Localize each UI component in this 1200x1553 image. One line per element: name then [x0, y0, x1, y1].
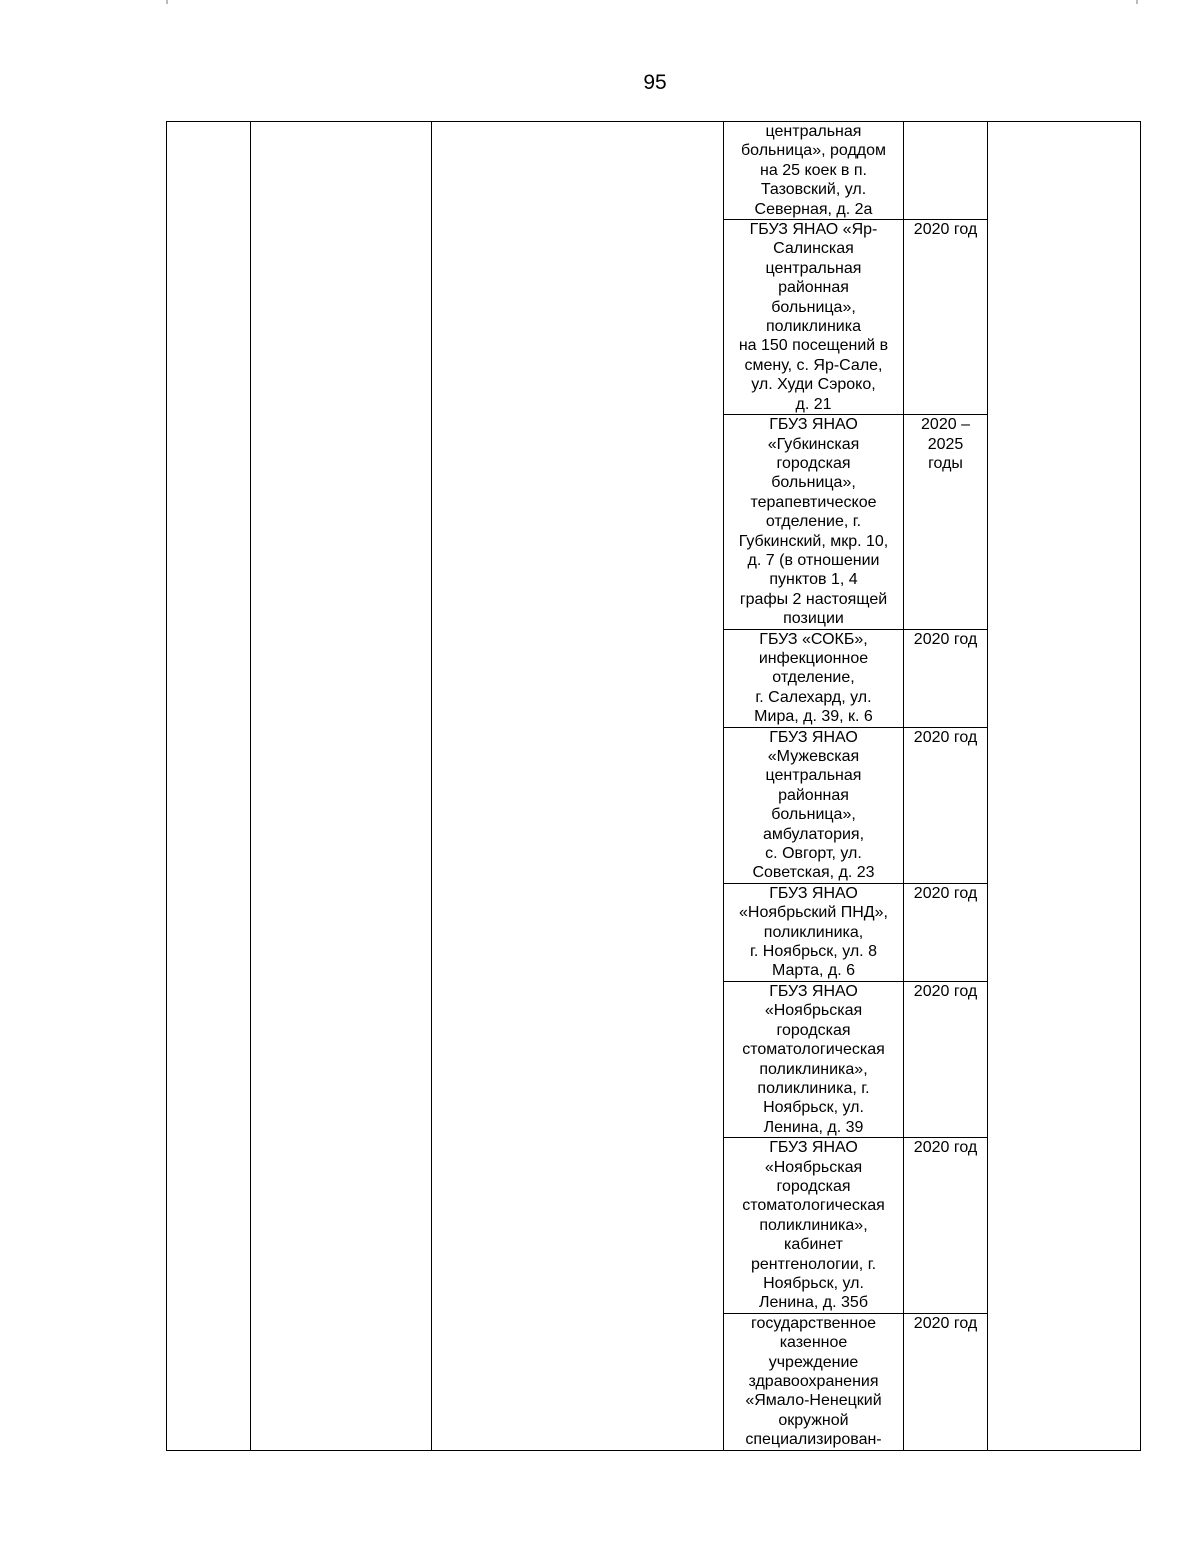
facility-cell [724, 415, 904, 629]
facility-text-line: Салинская [773, 240, 854, 258]
facility-text-line: Тазовский, ул. [760, 181, 867, 199]
facility-cell [724, 220, 904, 415]
period-cell [904, 415, 988, 629]
facility-text-line: рентгенологии, г. [750, 1255, 877, 1273]
facility-text-line: стоматологическая [742, 1197, 885, 1215]
facility-cell [724, 1313, 904, 1450]
facility-text-line: стоматологическая [742, 1041, 885, 1059]
period-cell [904, 727, 988, 883]
facility-text-line: ГБУЗ ЯНАО [769, 982, 858, 1000]
facility-text-line: специализирован- [745, 1431, 882, 1449]
period-text-line: 2020 год [913, 630, 978, 648]
table-body [167, 122, 1141, 1451]
facility-text-line: городская [776, 1177, 851, 1195]
period-text-line: 2020 год [913, 1139, 978, 1157]
facility-text-line: ГБУЗ ЯНАО «Яр- [749, 221, 878, 239]
facility-text-line: д. 21 [795, 395, 832, 413]
facility-text-line: учреждение [768, 1353, 859, 1371]
facility-text-line: графы 2 настоящей [739, 590, 888, 608]
facility-text-line: поликлиника, г. [757, 1079, 870, 1097]
facility-text-line: д. 7 (в отношении [747, 551, 880, 569]
facility-text-line: городская [776, 454, 851, 472]
period-cell [904, 1313, 988, 1450]
facility-cell [724, 1138, 904, 1314]
facility-cell [724, 122, 904, 220]
facility-text-line: здравоохранения [748, 1373, 879, 1390]
facility-text-line: ул. Худи Сэроко, [751, 376, 876, 394]
facility-text-line: ГБУЗ ЯНАО [769, 728, 858, 746]
facility-text-line: на 150 посещений в [738, 337, 889, 355]
facility-text-line: поликлиника», [759, 1060, 868, 1078]
facility-text-line: городская [776, 1021, 851, 1039]
period-text-line: 2020 год [913, 982, 978, 1000]
facility-text-line: Губкинский, мкр. 10, [738, 532, 889, 550]
page-number: 95 [643, 71, 667, 94]
facility-text-line: на 25 коек в п. [760, 161, 867, 179]
facility-text-line: пунктов 1, 4 [769, 571, 858, 589]
period-text-line: 2025 [927, 435, 964, 453]
facility-text-line: больница», [771, 474, 856, 492]
period-cell [904, 629, 988, 727]
period-text-line: 2020 год [913, 221, 978, 239]
period-cell [904, 883, 988, 981]
facility-text-line: отделение, [772, 669, 855, 687]
facility-text-line: «Губкинская [767, 435, 860, 453]
facility-text-line: больница», роддом [740, 142, 887, 160]
facility-text-line: г. Салехард, ул. [755, 688, 872, 706]
facility-text-line: ГБУЗ ЯНАО [769, 1139, 858, 1157]
facility-text-line: «Ямало-Ненецкий [745, 1392, 882, 1410]
facility-cell [724, 981, 904, 1137]
facility-cell [724, 883, 904, 981]
facility-text-line: Ленина, д. 35б [759, 1294, 868, 1312]
facility-cell [724, 727, 904, 883]
facility-text-line: поликлиника, [763, 923, 864, 941]
facility-cell [724, 629, 904, 727]
facility-text-line: с. Овгорт, ул. [765, 845, 862, 863]
period-text-line: 2020 – [921, 416, 970, 434]
facility-text-line: Ноябрьск, ул. [763, 1274, 864, 1292]
facility-text-line: г. Ноябрьск, ул. 8 [750, 943, 877, 961]
facility-text-line: казенное [779, 1334, 848, 1352]
facility-text-line: больница», [771, 806, 856, 824]
facility-text-line: «Мужевская [767, 748, 860, 765]
facility-text-line: поликлиника [766, 318, 861, 336]
period-text-line: 2020 год [913, 884, 978, 902]
period-cell [904, 981, 988, 1137]
facility-text-line: районная [778, 279, 849, 297]
facility-text-line: «Ноябрьская [764, 1158, 863, 1176]
facility-text-line: окружной [778, 1411, 849, 1429]
facility-text-line: «Ноябрьский ПНД», [739, 904, 888, 922]
facility-text-line: Советская, д. 23 [752, 864, 875, 882]
period-cell [904, 122, 988, 220]
facility-text-line: центральная [765, 767, 862, 785]
facility-text-line: ГБУЗ ЯНАО [769, 416, 858, 434]
facility-text-line: амбулатория, [762, 825, 865, 843]
facility-text-line: больница», [771, 298, 856, 316]
facility-text-line: кабинет [784, 1236, 843, 1254]
empty-column-6 [988, 122, 1141, 1451]
facility-text-line: Мира, д. 39, к. 6 [754, 708, 873, 726]
facility-text-line: Северная, д. 2а [754, 200, 873, 218]
facility-text-line: позиции [783, 610, 844, 628]
facilities-table [166, 121, 1141, 1451]
table-row [167, 122, 1141, 220]
facility-text-line: терапевтическое [750, 493, 877, 511]
facility-text-line: государственное [751, 1314, 876, 1332]
facility-text-line: отделение, г. [765, 513, 862, 531]
period-text-line: 2020 год [913, 1314, 978, 1332]
scan-edge-mark-right [1136, 0, 1138, 4]
facility-text-line: ГБУЗ «СОКБ», [759, 630, 868, 648]
facility-text-line: Ленина, д. 39 [763, 1118, 864, 1136]
empty-column-3 [432, 122, 724, 1451]
facility-text-line: центральная [765, 259, 862, 277]
facility-text-line: «Ноябрьская [764, 1002, 863, 1020]
facility-text-line: Марта, д. 6 [771, 962, 855, 980]
period-cell [904, 220, 988, 415]
facility-text-line: смену, с. Яр-Сале, [744, 356, 883, 374]
facility-text-line: Ноябрьск, ул. [763, 1099, 864, 1117]
scan-edge-mark-left [166, 0, 168, 4]
facility-text-line: ГБУЗ ЯНАО [769, 884, 858, 902]
facility-text-line: районная [778, 786, 849, 804]
facility-text-line: центральная [765, 123, 862, 140]
period-text-line: 2020 год [913, 728, 978, 746]
empty-column-2 [251, 122, 432, 1451]
period-cell [904, 1138, 988, 1314]
empty-column-1 [167, 122, 251, 1451]
facility-text-line: поликлиника», [759, 1216, 868, 1234]
period-text-line: годы [928, 454, 963, 472]
facility-text-line: инфекционное [758, 649, 869, 667]
